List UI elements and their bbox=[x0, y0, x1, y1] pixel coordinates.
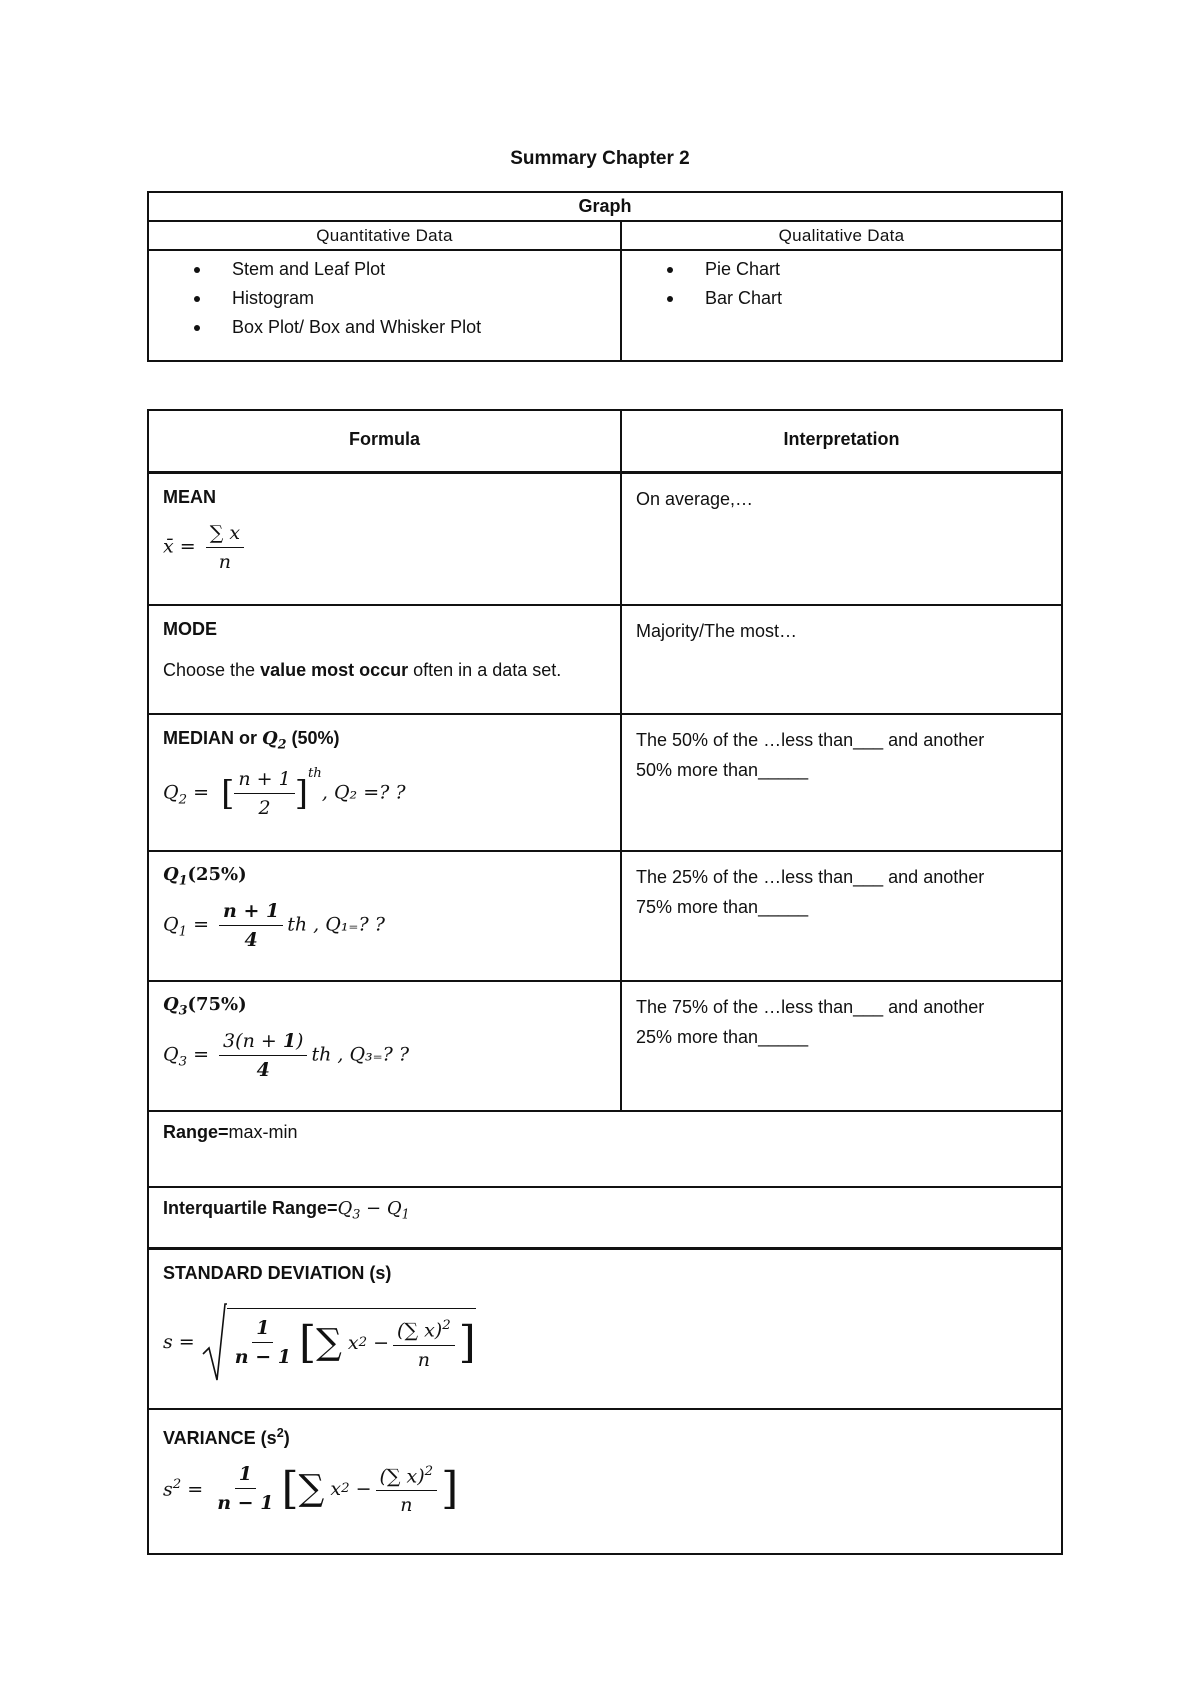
q3-result: th , Q₃₌? ? bbox=[311, 1043, 410, 1066]
q1-result: th , Q₁₌? ? bbox=[287, 913, 385, 936]
mode-description bbox=[163, 660, 606, 681]
std-formula: s = $\frac{1}{n - 1}$ [ ∑ x 2 − $\frac{(\sum x)^2}{n}$ ] bbox=[163, 1302, 1047, 1382]
mode-text-before: Choose the bbox=[163, 660, 261, 680]
mode-row bbox=[149, 606, 1061, 715]
qualitative-data-cell bbox=[622, 251, 1061, 360]
mode-text-bold: value most occur bbox=[260, 660, 409, 680]
variance-label-sup: 2 bbox=[276, 1426, 284, 1440]
graph-table-body bbox=[149, 251, 1061, 360]
q1-label: $Q_1(25\%)$ bbox=[163, 864, 247, 888]
std-cell bbox=[149, 1250, 1061, 1408]
iqr-label: Interquartile Range= bbox=[163, 1198, 338, 1218]
q3-interpretation bbox=[622, 982, 1061, 1110]
variance-label-suffix: ) bbox=[283, 1428, 290, 1448]
qualitative-graph-list bbox=[622, 255, 1061, 313]
graph-table bbox=[147, 191, 1063, 362]
qualitative-data-heading: Qualitative Data bbox=[778, 226, 905, 245]
graph-table-header: Graph bbox=[149, 193, 1061, 222]
iqr-row bbox=[149, 1188, 1061, 1250]
range-text: max-min bbox=[228, 1122, 298, 1142]
q3-formula: $Q_3$ = $\frac{3(n + 1)}{4}$ th , Q₃₌? ? bbox=[163, 1029, 410, 1081]
interpretation-column-header: Interpretation bbox=[783, 429, 900, 449]
range-row bbox=[149, 1112, 1061, 1188]
quantitative-graph-list bbox=[149, 255, 620, 342]
formula-table bbox=[147, 409, 1063, 1555]
q1-interpretation-line-1: The 25% of the …less than___ and another bbox=[636, 867, 985, 887]
mean-label: MEAN bbox=[163, 487, 216, 507]
formula-table-header-row bbox=[149, 411, 1061, 474]
q1-formula-cell bbox=[149, 852, 622, 980]
mean-formula-cell bbox=[149, 474, 622, 604]
q1-formula: $Q_1$ = $\frac{n + 1}{4}$ th , Q₁₌? ? bbox=[163, 899, 385, 951]
mean-row bbox=[149, 474, 1061, 606]
std-label: STANDARD DEVIATION (s) bbox=[163, 1263, 392, 1283]
median-formula-cell bbox=[149, 715, 622, 850]
median-formula: $Q_2$ = [ $\frac{n + 1}{2}$ ]$^{th}$, Q₂ =? ? bbox=[163, 765, 406, 819]
variance-formula: $s^2$ = $\frac{1}{n - 1}$ [ ∑ x 2 − $\frac{(\sum x)^2}{n}$ ] bbox=[163, 1459, 1047, 1518]
list-item: Histogram bbox=[149, 284, 620, 313]
std-row bbox=[149, 1250, 1061, 1410]
mode-interpretation: Majority/The most… bbox=[636, 621, 798, 641]
q3-interpretation-line-1: The 75% of the …less than___ and another bbox=[636, 997, 985, 1017]
median-label-prefix: MEDIAN or bbox=[163, 728, 262, 748]
mode-formula-cell bbox=[149, 606, 622, 713]
mode-text-after: often in a data set. bbox=[408, 660, 562, 680]
q1-interpretation bbox=[622, 852, 1061, 980]
mean-interpretation: On average,… bbox=[636, 489, 754, 509]
range-cell bbox=[149, 1112, 1061, 1186]
iqr-cell: Interquartile $Range=Q_3 - Q_1$ bbox=[163, 1198, 410, 1222]
median-interpretation bbox=[622, 715, 1061, 850]
median-label: MEDIAN or $Q_2$ (50%) bbox=[163, 728, 340, 752]
variance-label bbox=[163, 1420, 1047, 1451]
list-item: Bar Chart bbox=[622, 284, 1061, 313]
q3-interpretation-line-2: 25% more than_____ bbox=[636, 1027, 809, 1047]
q1-interpretation-line-2: 75% more than_____ bbox=[636, 897, 809, 917]
median-interpretation-line-1: The 50% of the …less than___ and another bbox=[636, 730, 985, 750]
mode-label: MODE bbox=[163, 619, 217, 639]
q3-row bbox=[149, 982, 1061, 1112]
variance-cell bbox=[149, 1410, 1061, 1553]
median-label-suffix: (50%) bbox=[286, 728, 340, 748]
formula-column-header: Formula bbox=[149, 411, 622, 471]
q3-formula-cell bbox=[149, 982, 622, 1110]
graph-table-subheader bbox=[149, 222, 1061, 251]
mean-formula: x̄ = $\frac{\sum x}{n}$ bbox=[163, 520, 606, 575]
quantitative-data-heading: Quantitative Data bbox=[149, 222, 622, 249]
quantitative-data-cell bbox=[149, 251, 622, 360]
sqrt-icon bbox=[201, 1302, 227, 1382]
list-item: Pie Chart bbox=[622, 255, 1061, 284]
variance-row bbox=[149, 1410, 1061, 1553]
q1-label-suffix: (25%) bbox=[187, 864, 247, 885]
page-title: Summary Chapter 2 bbox=[510, 148, 690, 169]
median-row bbox=[149, 715, 1061, 852]
q1-row bbox=[149, 852, 1061, 982]
q3-label-suffix: (75%) bbox=[187, 994, 247, 1015]
median-result: , Q₂ =? ? bbox=[321, 781, 406, 804]
median-interpretation-line-2: 50% more than_____ bbox=[636, 760, 809, 780]
range-label: Range= bbox=[163, 1122, 229, 1142]
list-item: Stem and Leaf Plot bbox=[149, 255, 620, 284]
q3-label: $Q_3(75\%)$ bbox=[163, 994, 247, 1018]
variance-label-prefix: VARIANCE (s bbox=[163, 1428, 277, 1448]
list-item: Box Plot/ Box and Whisker Plot bbox=[149, 313, 620, 342]
